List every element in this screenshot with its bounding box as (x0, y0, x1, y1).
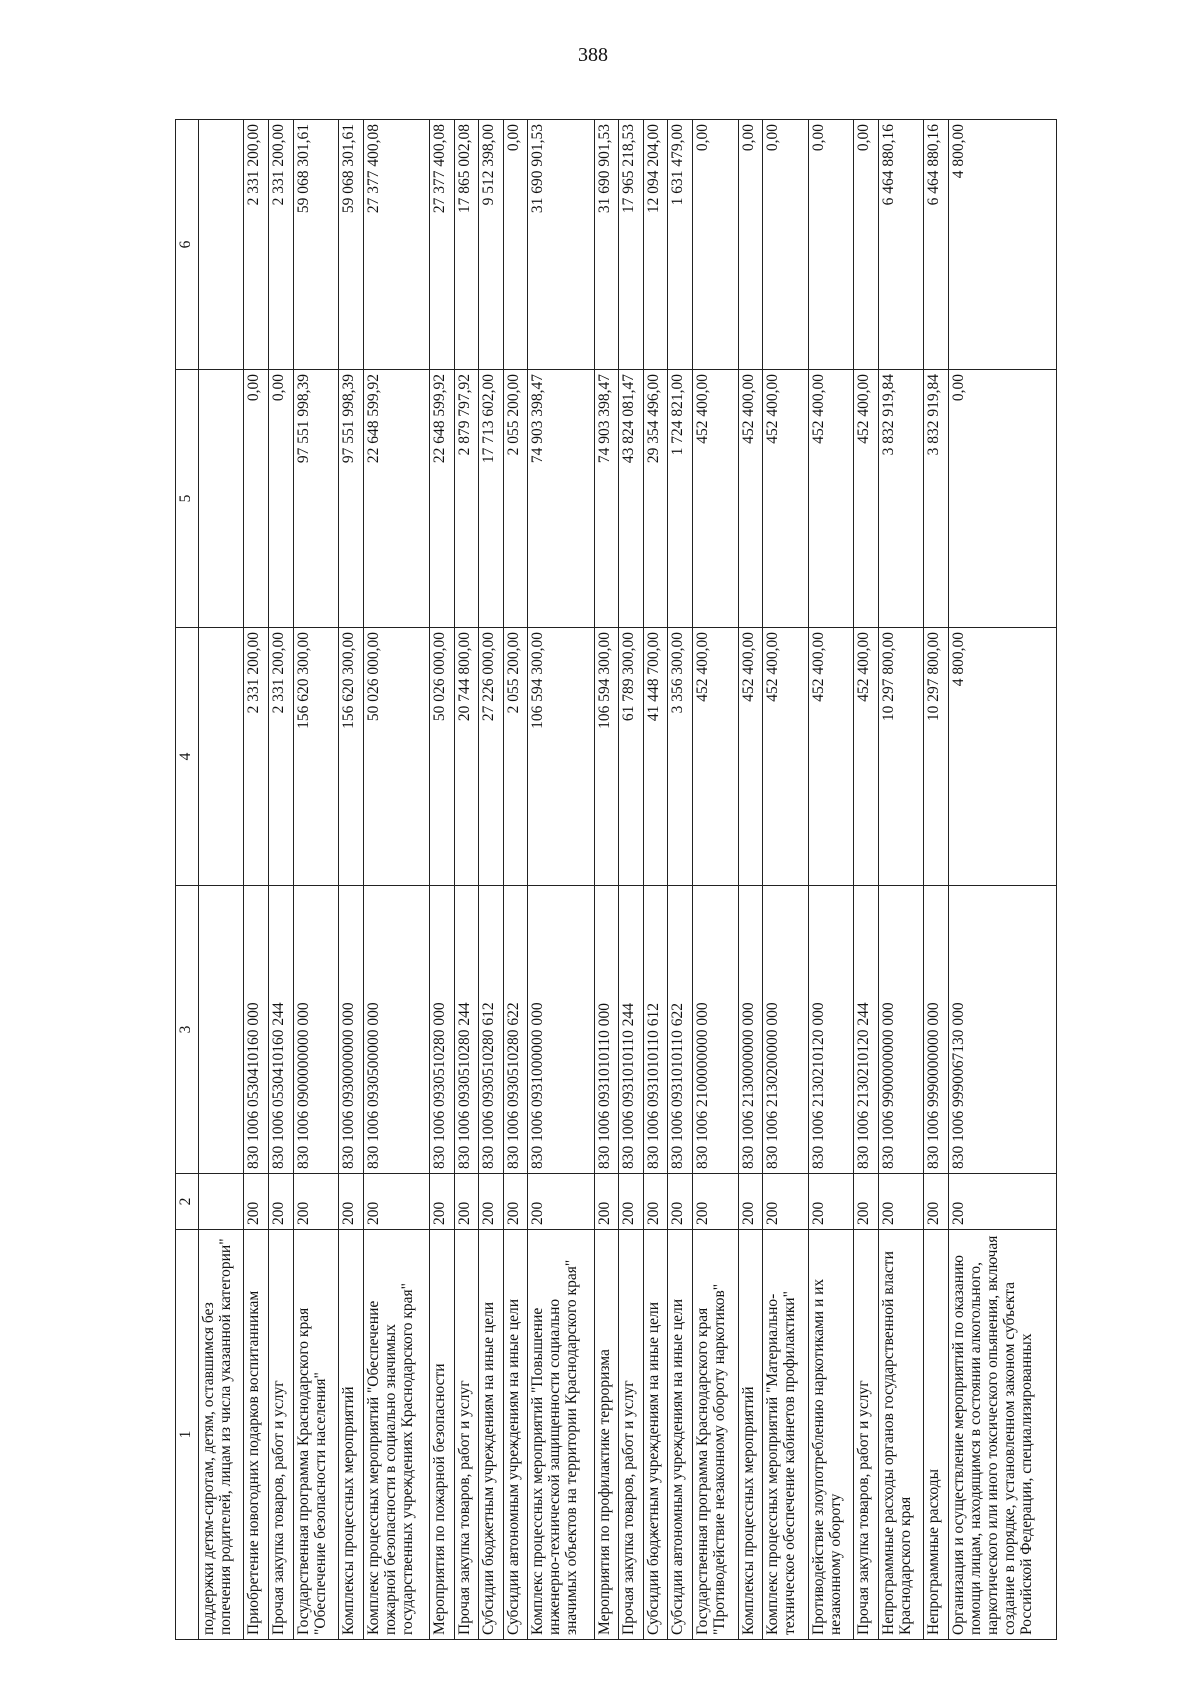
table-row (269, 120, 294, 1640)
table-row (738, 120, 763, 1640)
row-col5: 74 903 398,47 (594, 370, 619, 628)
table-row (924, 120, 949, 1640)
row-code: 200 (643, 1174, 668, 1230)
row-col4: 106 594 300,00 (594, 628, 619, 886)
column-header: 1 (176, 1230, 199, 1640)
header-row (176, 120, 199, 1640)
table-row (244, 120, 269, 1640)
table-row (854, 120, 879, 1640)
row-col6: 2 331 200,00 (269, 120, 294, 370)
row-name: Субсидии автономным учреждениям на иные цели (668, 1230, 693, 1640)
column-header: 4 (176, 628, 199, 886)
row-col4: 156 620 300,00 (339, 628, 364, 886)
row-col4: 10 297 800,00 (878, 628, 923, 886)
row-kcsr: 830 1006 0930000000 000 (339, 886, 364, 1174)
row-code: 200 (668, 1174, 693, 1230)
row-col4: 20 744 800,00 (454, 628, 479, 886)
row-name: Прочая закупка товаров, работ и услуг (854, 1230, 879, 1640)
row-col5: 0,00 (269, 370, 294, 628)
row-kcsr: 830 1006 0931000000 000 (528, 886, 594, 1174)
row-col4 (199, 628, 244, 886)
row-kcsr: 830 1006 0530410160 000 (244, 886, 269, 1174)
row-col5: 2 879 797,92 (454, 370, 479, 628)
table-row (503, 120, 528, 1640)
row-code: 200 (738, 1174, 763, 1230)
row-col5: 97 551 998,39 (293, 370, 338, 628)
row-col4: 452 400,00 (693, 628, 738, 886)
row-col5: 97 551 998,39 (339, 370, 364, 628)
row-col6: 17 965 218,53 (619, 120, 644, 370)
row-col6: 0,00 (503, 120, 528, 370)
row-kcsr: 830 1006 2130210120 000 (808, 886, 853, 1174)
row-col6: 6 464 880,16 (924, 120, 949, 370)
row-name: Прочая закупка товаров, работ и услуг (454, 1230, 479, 1640)
row-code: 200 (454, 1174, 479, 1230)
row-col6: 2 331 200,00 (244, 120, 269, 370)
table-row (668, 120, 693, 1640)
table-row (293, 120, 338, 1640)
row-col6: 31 690 901,53 (594, 120, 619, 370)
row-code: 200 (594, 1174, 619, 1230)
row-col4: 452 400,00 (854, 628, 879, 886)
row-name: Прочая закупка товаров, работ и услуг (619, 1230, 644, 1640)
row-code: 200 (503, 1174, 528, 1230)
row-col6: 12 094 204,00 (643, 120, 668, 370)
row-col5: 0,00 (948, 370, 1056, 628)
table-row (528, 120, 594, 1640)
row-name: Субсидии автономным учреждениям на иные цели (503, 1230, 528, 1640)
row-code: 200 (528, 1174, 594, 1230)
row-col5: 29 354 496,00 (643, 370, 668, 628)
row-col5: 452 400,00 (854, 370, 879, 628)
row-col4: 452 400,00 (738, 628, 763, 886)
row-kcsr: 830 1006 0931010110 000 (594, 886, 619, 1174)
row-col4: 2 055 200,00 (503, 628, 528, 886)
table-row (363, 120, 429, 1640)
row-col6: 59 068 301,61 (339, 120, 364, 370)
row-name: Комплекс процессных мероприятий "Обеспечение пожарной безопасности в социально значимых государственных учреждениях Краснодарского края" (363, 1230, 429, 1640)
row-code (199, 1174, 244, 1230)
row-name: Мероприятия по пожарной безопасности (430, 1230, 455, 1640)
row-col4: 2 331 200,00 (244, 628, 269, 886)
row-kcsr: 830 1006 9990067130 000 (948, 886, 1056, 1174)
row-name: Комплекс процессных мероприятий "Повышение инженерно-технической защищенности социально значимых объектов на территории Краснодарского края" (528, 1230, 594, 1640)
row-col4: 452 400,00 (808, 628, 853, 886)
row-code: 200 (878, 1174, 923, 1230)
row-kcsr: 830 1006 0930510280 622 (503, 886, 528, 1174)
row-kcsr: 830 1006 0930510280 612 (479, 886, 504, 1174)
row-col6: 0,00 (808, 120, 853, 370)
row-code: 200 (430, 1174, 455, 1230)
row-name: Непрограммные расходы (924, 1230, 949, 1640)
row-code: 200 (948, 1174, 1056, 1230)
row-name: Противодействие злоупотреблению наркотиками и их незаконному обороту (808, 1230, 853, 1640)
row-col5: 452 400,00 (693, 370, 738, 628)
row-col5: 452 400,00 (808, 370, 853, 628)
row-col5: 3 832 919,84 (924, 370, 949, 628)
row-name: Субсидии бюджетным учреждениям на иные цели (643, 1230, 668, 1640)
table-row (643, 120, 668, 1640)
row-col6: 4 800,00 (948, 120, 1056, 370)
table-row (199, 120, 244, 1640)
table-row (948, 120, 1056, 1640)
table-row (619, 120, 644, 1640)
row-col5: 1 724 821,00 (668, 370, 693, 628)
row-col4: 3 356 300,00 (668, 628, 693, 886)
row-col5: 3 832 919,84 (878, 370, 923, 628)
row-name: Государственная программа Краснодарского края "Противодействие незаконному обороту наркотиков" (693, 1230, 738, 1640)
row-code: 200 (693, 1174, 738, 1230)
row-code: 200 (619, 1174, 644, 1230)
row-col6: 17 865 002,08 (454, 120, 479, 370)
row-col6: 1 631 479,00 (668, 120, 693, 370)
row-col5: 22 648 599,92 (430, 370, 455, 628)
row-col5 (199, 370, 244, 628)
row-kcsr: 830 1006 2130210120 244 (854, 886, 879, 1174)
row-col4: 156 620 300,00 (293, 628, 338, 886)
row-col4: 50 026 000,00 (363, 628, 429, 886)
row-col5: 452 400,00 (738, 370, 763, 628)
row-name: Приобретение новогодних подарков воспитанникам (244, 1230, 269, 1640)
row-name: Комплексы процессных мероприятий (339, 1230, 364, 1640)
rotated-table-area (175, 120, 1057, 1640)
row-col5: 74 903 398,47 (528, 370, 594, 628)
row-code: 200 (244, 1174, 269, 1230)
row-code: 200 (808, 1174, 853, 1230)
table-row (479, 120, 504, 1640)
table-row (339, 120, 364, 1640)
table-row (594, 120, 619, 1640)
row-kcsr: 830 1006 9900000000 000 (878, 886, 923, 1174)
row-col4: 41 448 700,00 (643, 628, 668, 886)
row-name: Субсидии бюджетным учреждениям на иные цели (479, 1230, 504, 1640)
budget-table (175, 119, 1057, 1640)
row-kcsr: 830 1006 0930510280 000 (430, 886, 455, 1174)
row-col6: 0,00 (763, 120, 808, 370)
row-col6: 0,00 (693, 120, 738, 370)
row-code: 200 (363, 1174, 429, 1230)
row-col6: 59 068 301,61 (293, 120, 338, 370)
row-col4: 61 789 300,00 (619, 628, 644, 886)
row-col4: 452 400,00 (763, 628, 808, 886)
row-name: Непрограммные расходы органов государственной власти Краснодарского края (878, 1230, 923, 1640)
row-col4: 27 226 000,00 (479, 628, 504, 886)
row-code: 200 (763, 1174, 808, 1230)
column-header: 5 (176, 370, 199, 628)
row-col5: 17 713 602,00 (479, 370, 504, 628)
row-col5: 452 400,00 (763, 370, 808, 628)
row-name: Государственная программа Краснодарского края "Обеспечение безопасности населения" (293, 1230, 338, 1640)
row-col4: 10 297 800,00 (924, 628, 949, 886)
row-col6: 0,00 (854, 120, 879, 370)
table-row (430, 120, 455, 1640)
row-col6 (199, 120, 244, 370)
row-col6: 9 512 398,00 (479, 120, 504, 370)
row-kcsr: 830 1006 0900000000 000 (293, 886, 338, 1174)
row-name: Комплексы процессных мероприятий (738, 1230, 763, 1640)
row-name: Прочая закупка товаров, работ и услуг (269, 1230, 294, 1640)
row-kcsr: 830 1006 0931010110 622 (668, 886, 693, 1174)
row-col4: 2 331 200,00 (269, 628, 294, 886)
table-row (808, 120, 853, 1640)
row-col5: 0,00 (244, 370, 269, 628)
row-code: 200 (293, 1174, 338, 1230)
row-kcsr (199, 886, 244, 1174)
table-body (199, 120, 1057, 1640)
page-number: 388 (578, 44, 608, 66)
row-kcsr: 830 1006 0930500000 000 (363, 886, 429, 1174)
row-code: 200 (924, 1174, 949, 1230)
table-row (454, 120, 479, 1640)
table-row (878, 120, 923, 1640)
row-name: Организация и осуществление мероприятий по оказанию помощи лицам, находящимся в состоянии алкогольного, наркотического или иного токсического опьянения, включая создание в порядке, установленном законом субъекта Российской Федерации, специализированных (948, 1230, 1056, 1640)
row-col6: 27 377 400,08 (430, 120, 455, 370)
row-kcsr: 830 1006 0930510280 244 (454, 886, 479, 1174)
row-kcsr: 830 1006 2130000000 000 (738, 886, 763, 1174)
row-code: 200 (479, 1174, 504, 1230)
row-kcsr: 830 1006 0931010110 612 (643, 886, 668, 1174)
row-name: поддержки детям-сиротам, детям, оставшимся без попечения родителей, лицам из числа указанной категории" (199, 1230, 244, 1640)
row-kcsr: 830 1006 2100000000 000 (693, 886, 738, 1174)
row-col5: 22 648 599,92 (363, 370, 429, 628)
column-header: 2 (176, 1174, 199, 1230)
row-kcsr: 830 1006 0530410160 244 (269, 886, 294, 1174)
row-col5: 43 824 081,47 (619, 370, 644, 628)
row-kcsr: 830 1006 0931010110 244 (619, 886, 644, 1174)
row-col6: 27 377 400,08 (363, 120, 429, 370)
row-code: 200 (269, 1174, 294, 1230)
row-code: 200 (339, 1174, 364, 1230)
row-col6: 6 464 880,16 (878, 120, 923, 370)
row-col5: 2 055 200,00 (503, 370, 528, 628)
row-col6: 31 690 901,53 (528, 120, 594, 370)
row-col4: 4 800,00 (948, 628, 1056, 886)
table-row (763, 120, 808, 1640)
column-header: 3 (176, 886, 199, 1174)
row-name: Мероприятия по профилактике терроризма (594, 1230, 619, 1640)
column-header: 6 (176, 120, 199, 370)
row-kcsr: 830 1006 2130200000 000 (763, 886, 808, 1174)
row-name: Комплекс процессных мероприятий "Материально-техническое обеспечение кабинетов профилактики" (763, 1230, 808, 1640)
row-col6: 0,00 (738, 120, 763, 370)
row-col4: 106 594 300,00 (528, 628, 594, 886)
row-code: 200 (854, 1174, 879, 1230)
row-col4: 50 026 000,00 (430, 628, 455, 886)
row-kcsr: 830 1006 9990000000 000 (924, 886, 949, 1174)
table-row (693, 120, 738, 1640)
